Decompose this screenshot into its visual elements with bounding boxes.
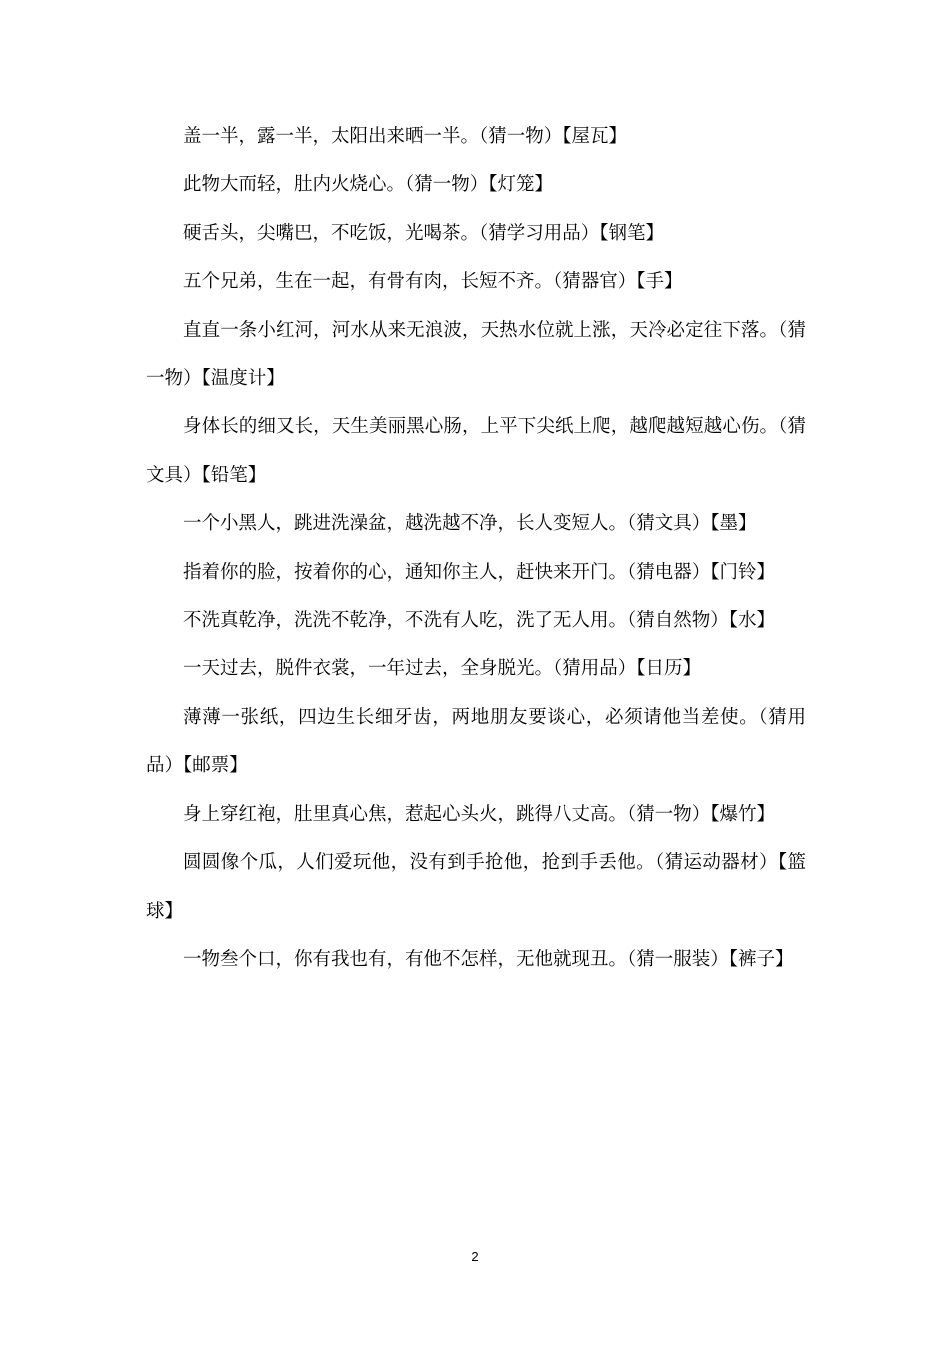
riddle-paragraph: 身上穿红袍，肚里真心焦，惹起心头火，跳得八丈高。（猜一物）【爆竹】 (183, 803, 776, 825)
riddle-paragraph: 身体长的细又长，天生美丽黑心肠，上平下尖纸上爬，越爬越短越心伤。（猜文具）【铅笔】 (146, 416, 806, 486)
riddle-paragraph: 薄薄一张纸，四边生长细牙齿，两地朋友要谈心，必须请他当差使。（猜用品）【邮票】 (146, 706, 806, 777)
riddle-paragraph: 指着你的脸，按着你的心，通知你主人，赶快来开门。（猜电器）【门铃】 (183, 561, 776, 583)
riddle-paragraph: 一个小黑人，跳进洗澡盆，越洗越不净，长人变短人。（猜文具）【墨】 (183, 513, 757, 535)
riddle-paragraph: 一物叁个口，你有我也有，有他不怎样，无他就现丑。（猜一服装）【裤子】 (183, 948, 794, 970)
riddle-paragraph: 五个兄弟，生在一起，有骨有肉，长短不齐。（猜器官）【手】 (183, 271, 683, 293)
riddle-paragraph: 此物大而轻，肚内火烧心。（猜一物）【灯笼】 (183, 174, 554, 196)
page-number: 2 (471, 1249, 479, 1264)
riddle-paragraph: 硬舌头，尖嘴巴，不吃饭，光喝茶。（猜学习用品）【钢笔】 (183, 222, 665, 244)
riddle-paragraph: 盖一半，露一半，太阳出来晒一半。（猜一物）【屋瓦】 (183, 126, 628, 147)
riddle-paragraph: 圆圆像个瓜，人们爱玩他，没有到手抢他，抢到手丢他。（猜运动器材）【篮球】 (146, 852, 806, 922)
riddle-paragraph: 一天过去，脱件衣裳，一年过去，全身脱光。（猜用品）【日历】 (183, 658, 702, 680)
riddle-paragraph: 不洗真乾净，洗洗不乾净，不洗有人吃，洗了无人用。（猜自然物）【水】 (183, 610, 776, 632)
document-body (146, 113, 806, 984)
riddle-paragraph: 直直一条小红河，河水从来无浪波，天热水位就上涨，天冷必定往下落。（猜一物）【温度计】 (146, 319, 806, 390)
